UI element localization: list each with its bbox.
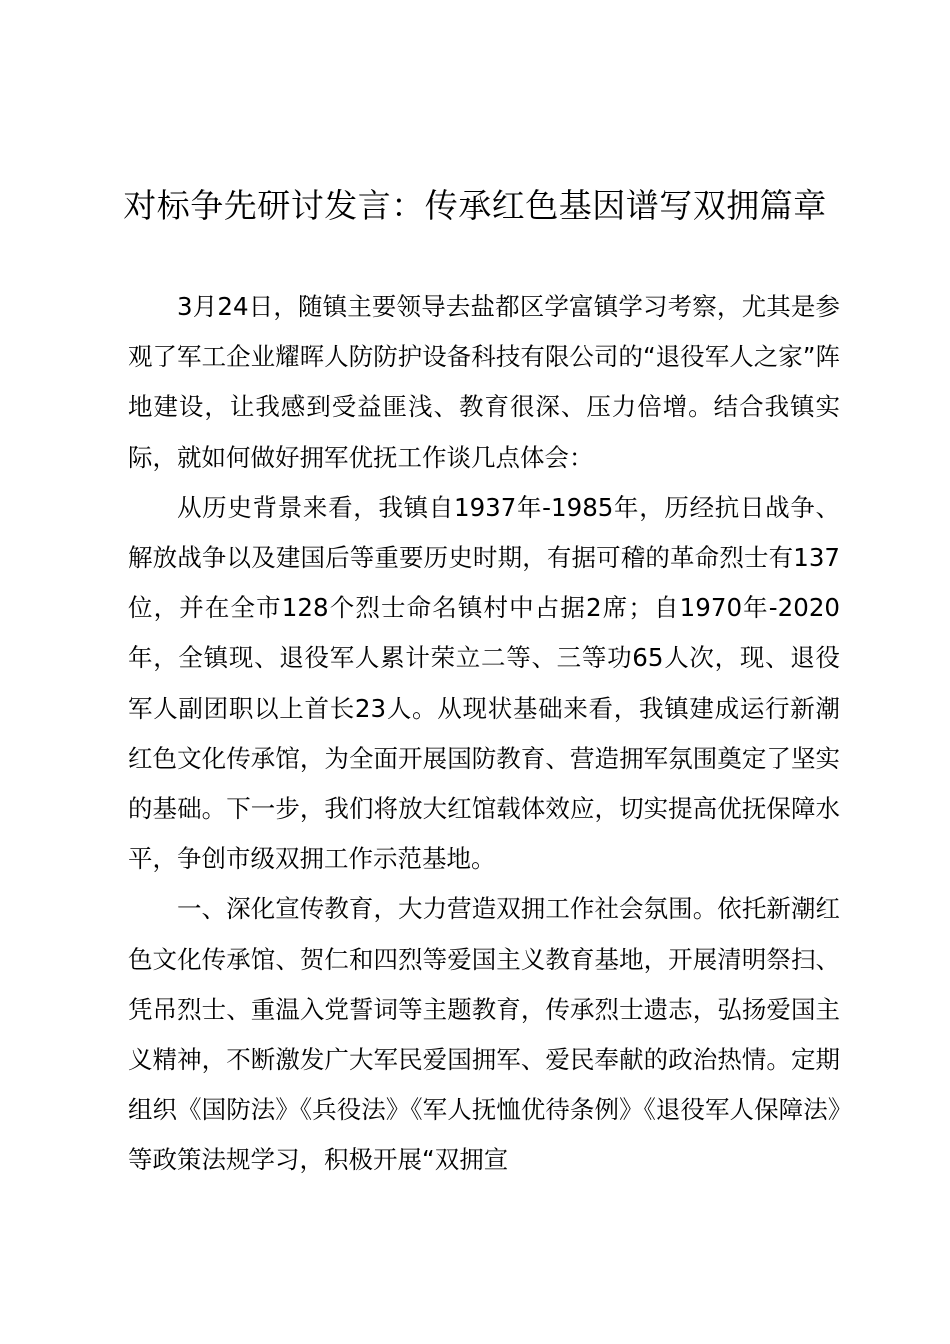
paragraph-intro: 3月24日，随镇主要领导去盐都区学富镇学习考察，尤其是参观了军工企业耀晖人防防护设备科技有限公司的“退役军人之家”阵地建设，让我感到受益匪浅、教育很深、压力倍增。结合我镇实际，就如何做好拥军优抚工作谈几点体会： bbox=[128, 292, 840, 472]
document-title: 对标争先研讨发言：传承红色基因谱写双拥篇章 bbox=[123, 186, 827, 225]
document-body bbox=[128, 282, 840, 1186]
paragraph-section-one: 一、深化宣传教育，大力营造双拥工作社会氛围。依托新潮红色文化传承馆、贺仁和四烈等爱国主义教育基地，开展清明祭扫、凭吊烈士、重温入党誓词等主题教育，传承烈士遗志，弘扬爱国主义精神，不断激发广大军民爱国拥军、爱民奉献的政治热情。定期组织《国防法》《兵役法》《军人抚恤优待条例》《退役军人保障法》等政策法规学习，积极开展“双拥宣 bbox=[128, 894, 840, 1175]
paragraph-background: 从历史背景来看，我镇自1937年-1985年，历经抗日战争、解放战争以及建国后等重要历史时期，有据可稽的革命烈士有137位，并在全市128个烈士命名镇村中占据2席；自1970年-2020年，全镇现、退役军人累计荣立二等、三等功65人次，现、退役军人副团职以上首长23人。从现状基础来看，我镇建成运行新潮红色文化传承馆，为全面开展国防教育、营造拥军氛围奠定了坚实的基础。下一步，我们将放大红馆载体效应，切实提高优抚保障水平，争创市级双拥工作示范基地。 bbox=[128, 492, 840, 874]
